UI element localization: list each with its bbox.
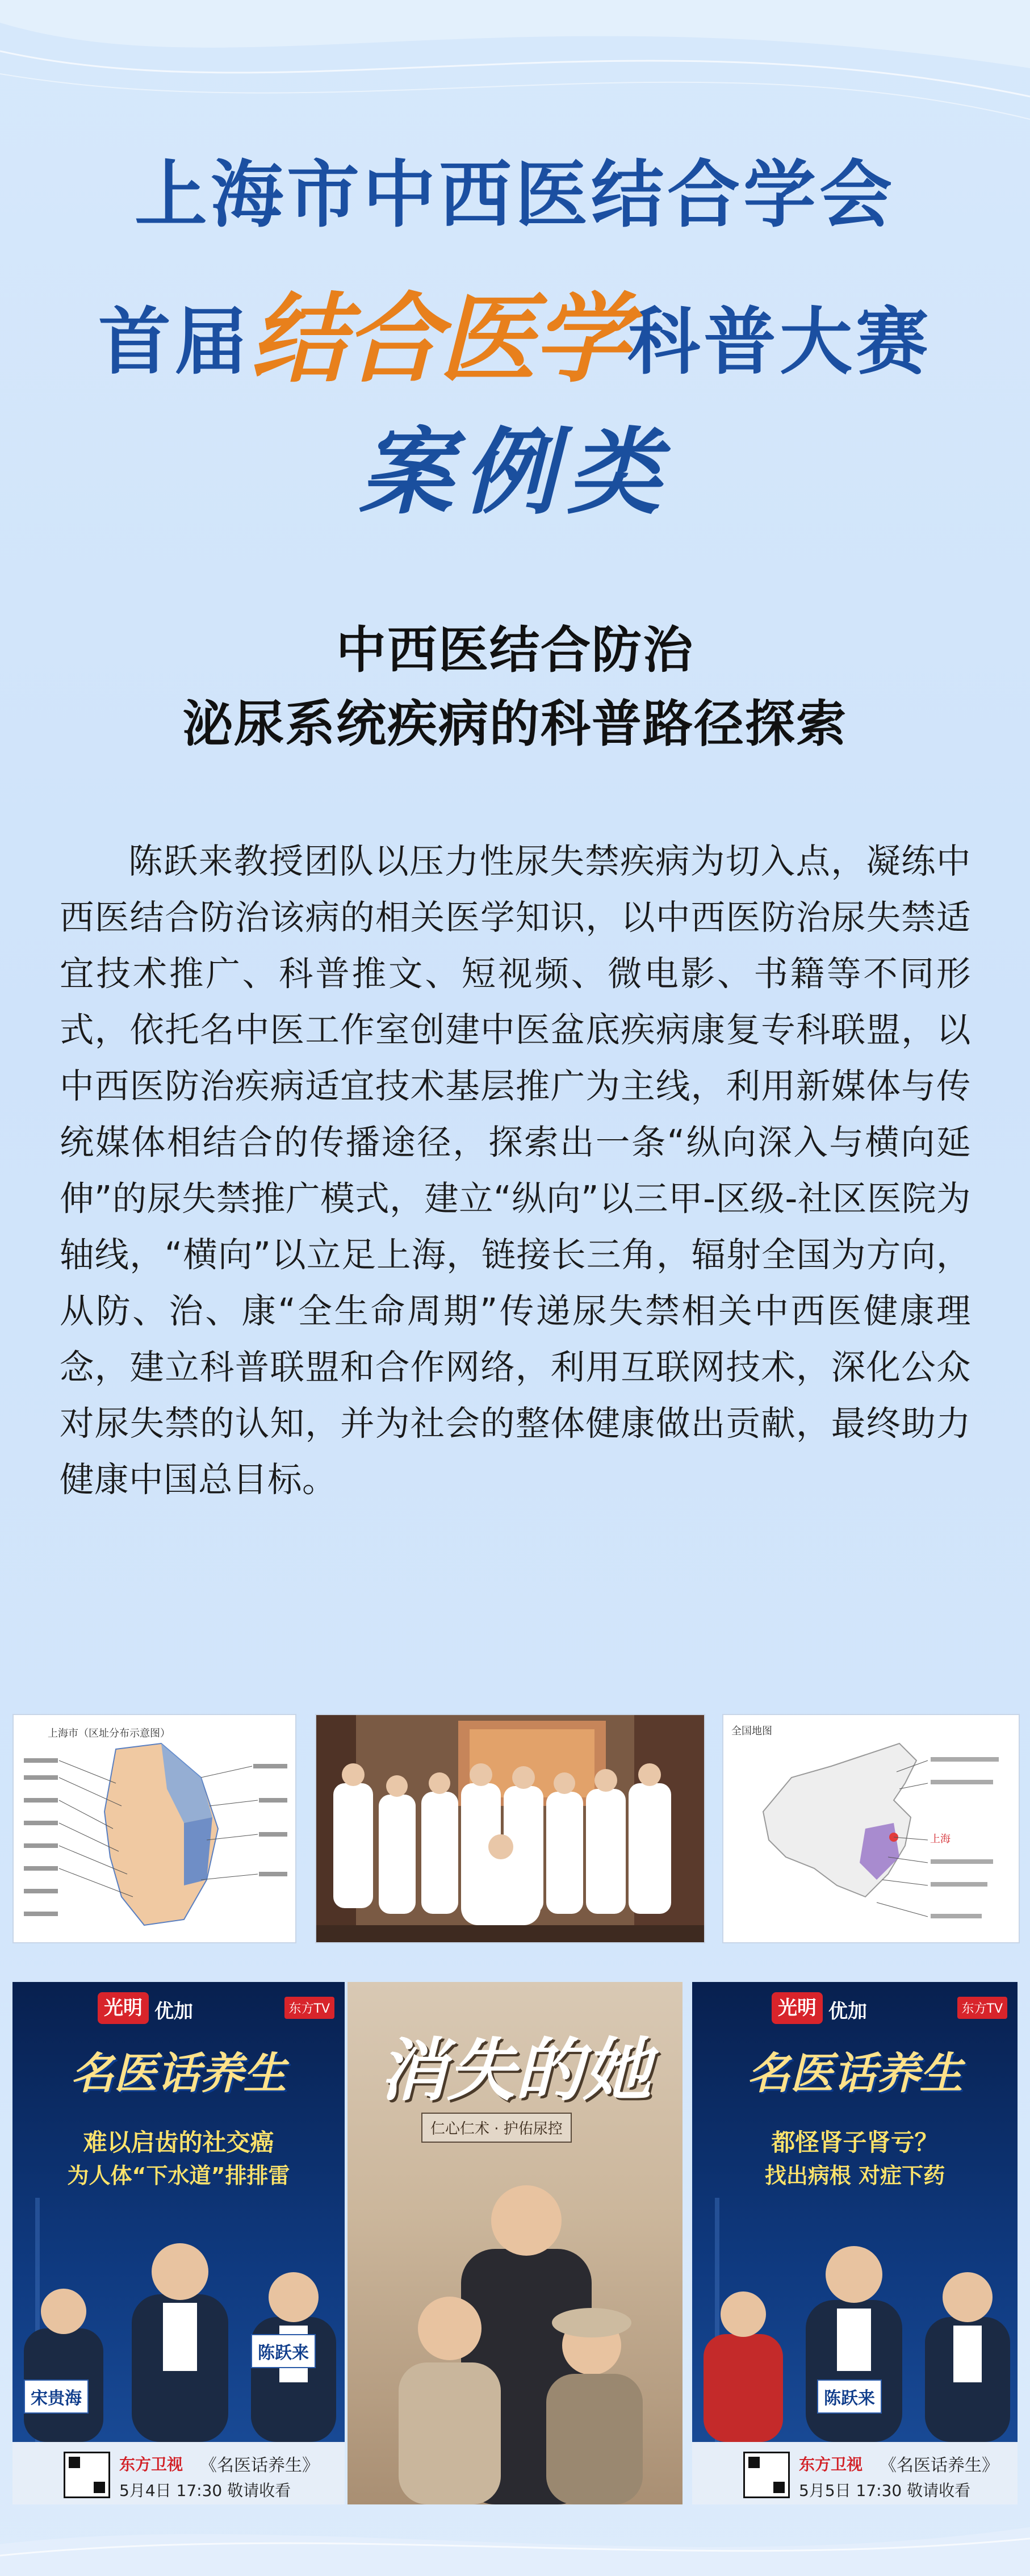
poster-middle-people bbox=[347, 2152, 683, 2504]
show-title: 名医话养生 bbox=[70, 2048, 287, 2098]
film-tagline: 仁心仁术 · 护佑尿控 bbox=[421, 2113, 572, 2143]
contest-title-accent: 结合医学 bbox=[250, 282, 627, 396]
team-photo bbox=[315, 1714, 705, 1943]
program-name: 《名医话养生》 bbox=[200, 2456, 319, 2475]
guest-name-card bbox=[24, 2380, 89, 2414]
contest-title-suffix: 科普大赛 bbox=[627, 300, 932, 384]
qr-code bbox=[64, 2452, 110, 2498]
air-time: 5月4日 17:30 敬请收看 bbox=[119, 2481, 291, 2500]
tv-logo: 东方TV bbox=[957, 1997, 1008, 2019]
brand-logo-secondary: 优加 bbox=[154, 2000, 193, 2023]
top-wave-decoration bbox=[0, 0, 1030, 148]
poster-right-footer bbox=[692, 2442, 1018, 2504]
bottom-wave-decoration bbox=[0, 2510, 1030, 2576]
category-title: 案例类 bbox=[359, 417, 671, 527]
brand-logo: 光明 bbox=[98, 1992, 149, 2024]
film-title: 消失的她 bbox=[379, 2030, 651, 2110]
article-title-line1: 中西医结合防治 bbox=[336, 621, 694, 679]
team-photo-graphic bbox=[316, 1715, 704, 1942]
poster-left-logos bbox=[12, 1992, 345, 2026]
brand-logo-secondary: 优加 bbox=[828, 2000, 867, 2023]
brand-logo: 光明 bbox=[772, 1992, 823, 2024]
host-name-card bbox=[251, 2334, 316, 2368]
tv-logo: 东方TV bbox=[284, 1997, 335, 2019]
qr-code bbox=[743, 2452, 790, 2498]
poster-left bbox=[12, 1982, 345, 2504]
poster-headline2: 为人体“下水道”排排雷 bbox=[67, 2163, 290, 2188]
channel-logo: 东方卫视 bbox=[119, 2455, 183, 2474]
host-name: 陈跃来 bbox=[258, 2343, 309, 2363]
article-paragraph: 陈跃来教授团队以压力性尿失禁疾病为切入点，凝练中西医结合防治该病的相关医学知识，以中西医防治尿失禁适宜技术推广、科普推文、短视频、微电影、书籍等不同形式，依托名中医工作室创建中医盆底疾病康复专科联盟，以中西医防治疾病适宜技术基层推广为主线，利用新媒体与传统媒体相结合的传播途径，探索出一条“纵向深入与横向延伸”的尿失禁推广模式，建立“纵向”以三甲-区级-社区医院为轴线，“横向”以立足上海，链接长三角，辐射全国为方向，从防、治、康“全生命周期”传递尿失禁相关中西医健康理念，建立科普联盟和合作网络，利用互联网技术，深化公众对尿失禁的认知，并为社会的整体健康做出贡献，最终助力健康中国总目标。 bbox=[60, 842, 971, 1500]
air-time: 5月5日 17:30 敬请收看 bbox=[799, 2481, 971, 2500]
poster-headline2: 找出病根 对症下药 bbox=[764, 2163, 945, 2188]
poster-right bbox=[692, 1982, 1018, 2504]
poster-middle bbox=[347, 1982, 683, 2504]
poster-headline1: 难以启齿的社交癌 bbox=[83, 2128, 274, 2156]
china-map-caption: 全国地图 bbox=[731, 1725, 772, 1737]
article-title-line2: 泌尿系统疾病的科普路径探索 bbox=[182, 695, 847, 753]
guest-name: 宋贵海 bbox=[31, 2389, 82, 2408]
china-map-panel bbox=[722, 1714, 1020, 1943]
contest-title bbox=[0, 256, 1030, 395]
poster-headline1: 都怪肾子肾亏？ bbox=[771, 2128, 939, 2156]
china-map-graphic bbox=[723, 1715, 1019, 1942]
host-name: 陈跃来 bbox=[824, 2389, 875, 2408]
shanghai-map-panel bbox=[12, 1714, 296, 1943]
poster-left-footer bbox=[12, 2442, 345, 2504]
society-title: 上海市中西医结合学会 bbox=[134, 153, 895, 237]
poster-right-logos bbox=[692, 1992, 1018, 2026]
channel-logo: 东方卫视 bbox=[799, 2455, 863, 2474]
host-name-card bbox=[817, 2380, 882, 2414]
show-title: 名医话养生 bbox=[747, 2048, 963, 2098]
shanghai-map-graphic bbox=[14, 1715, 295, 1942]
contest-title-prefix: 首届 bbox=[98, 300, 250, 384]
china-map-label-shanghai: 上海 bbox=[930, 1833, 951, 1845]
shanghai-map-caption: 上海市（区址分布示意图） bbox=[48, 1728, 170, 1739]
program-name: 《名医话养生》 bbox=[880, 2456, 999, 2475]
